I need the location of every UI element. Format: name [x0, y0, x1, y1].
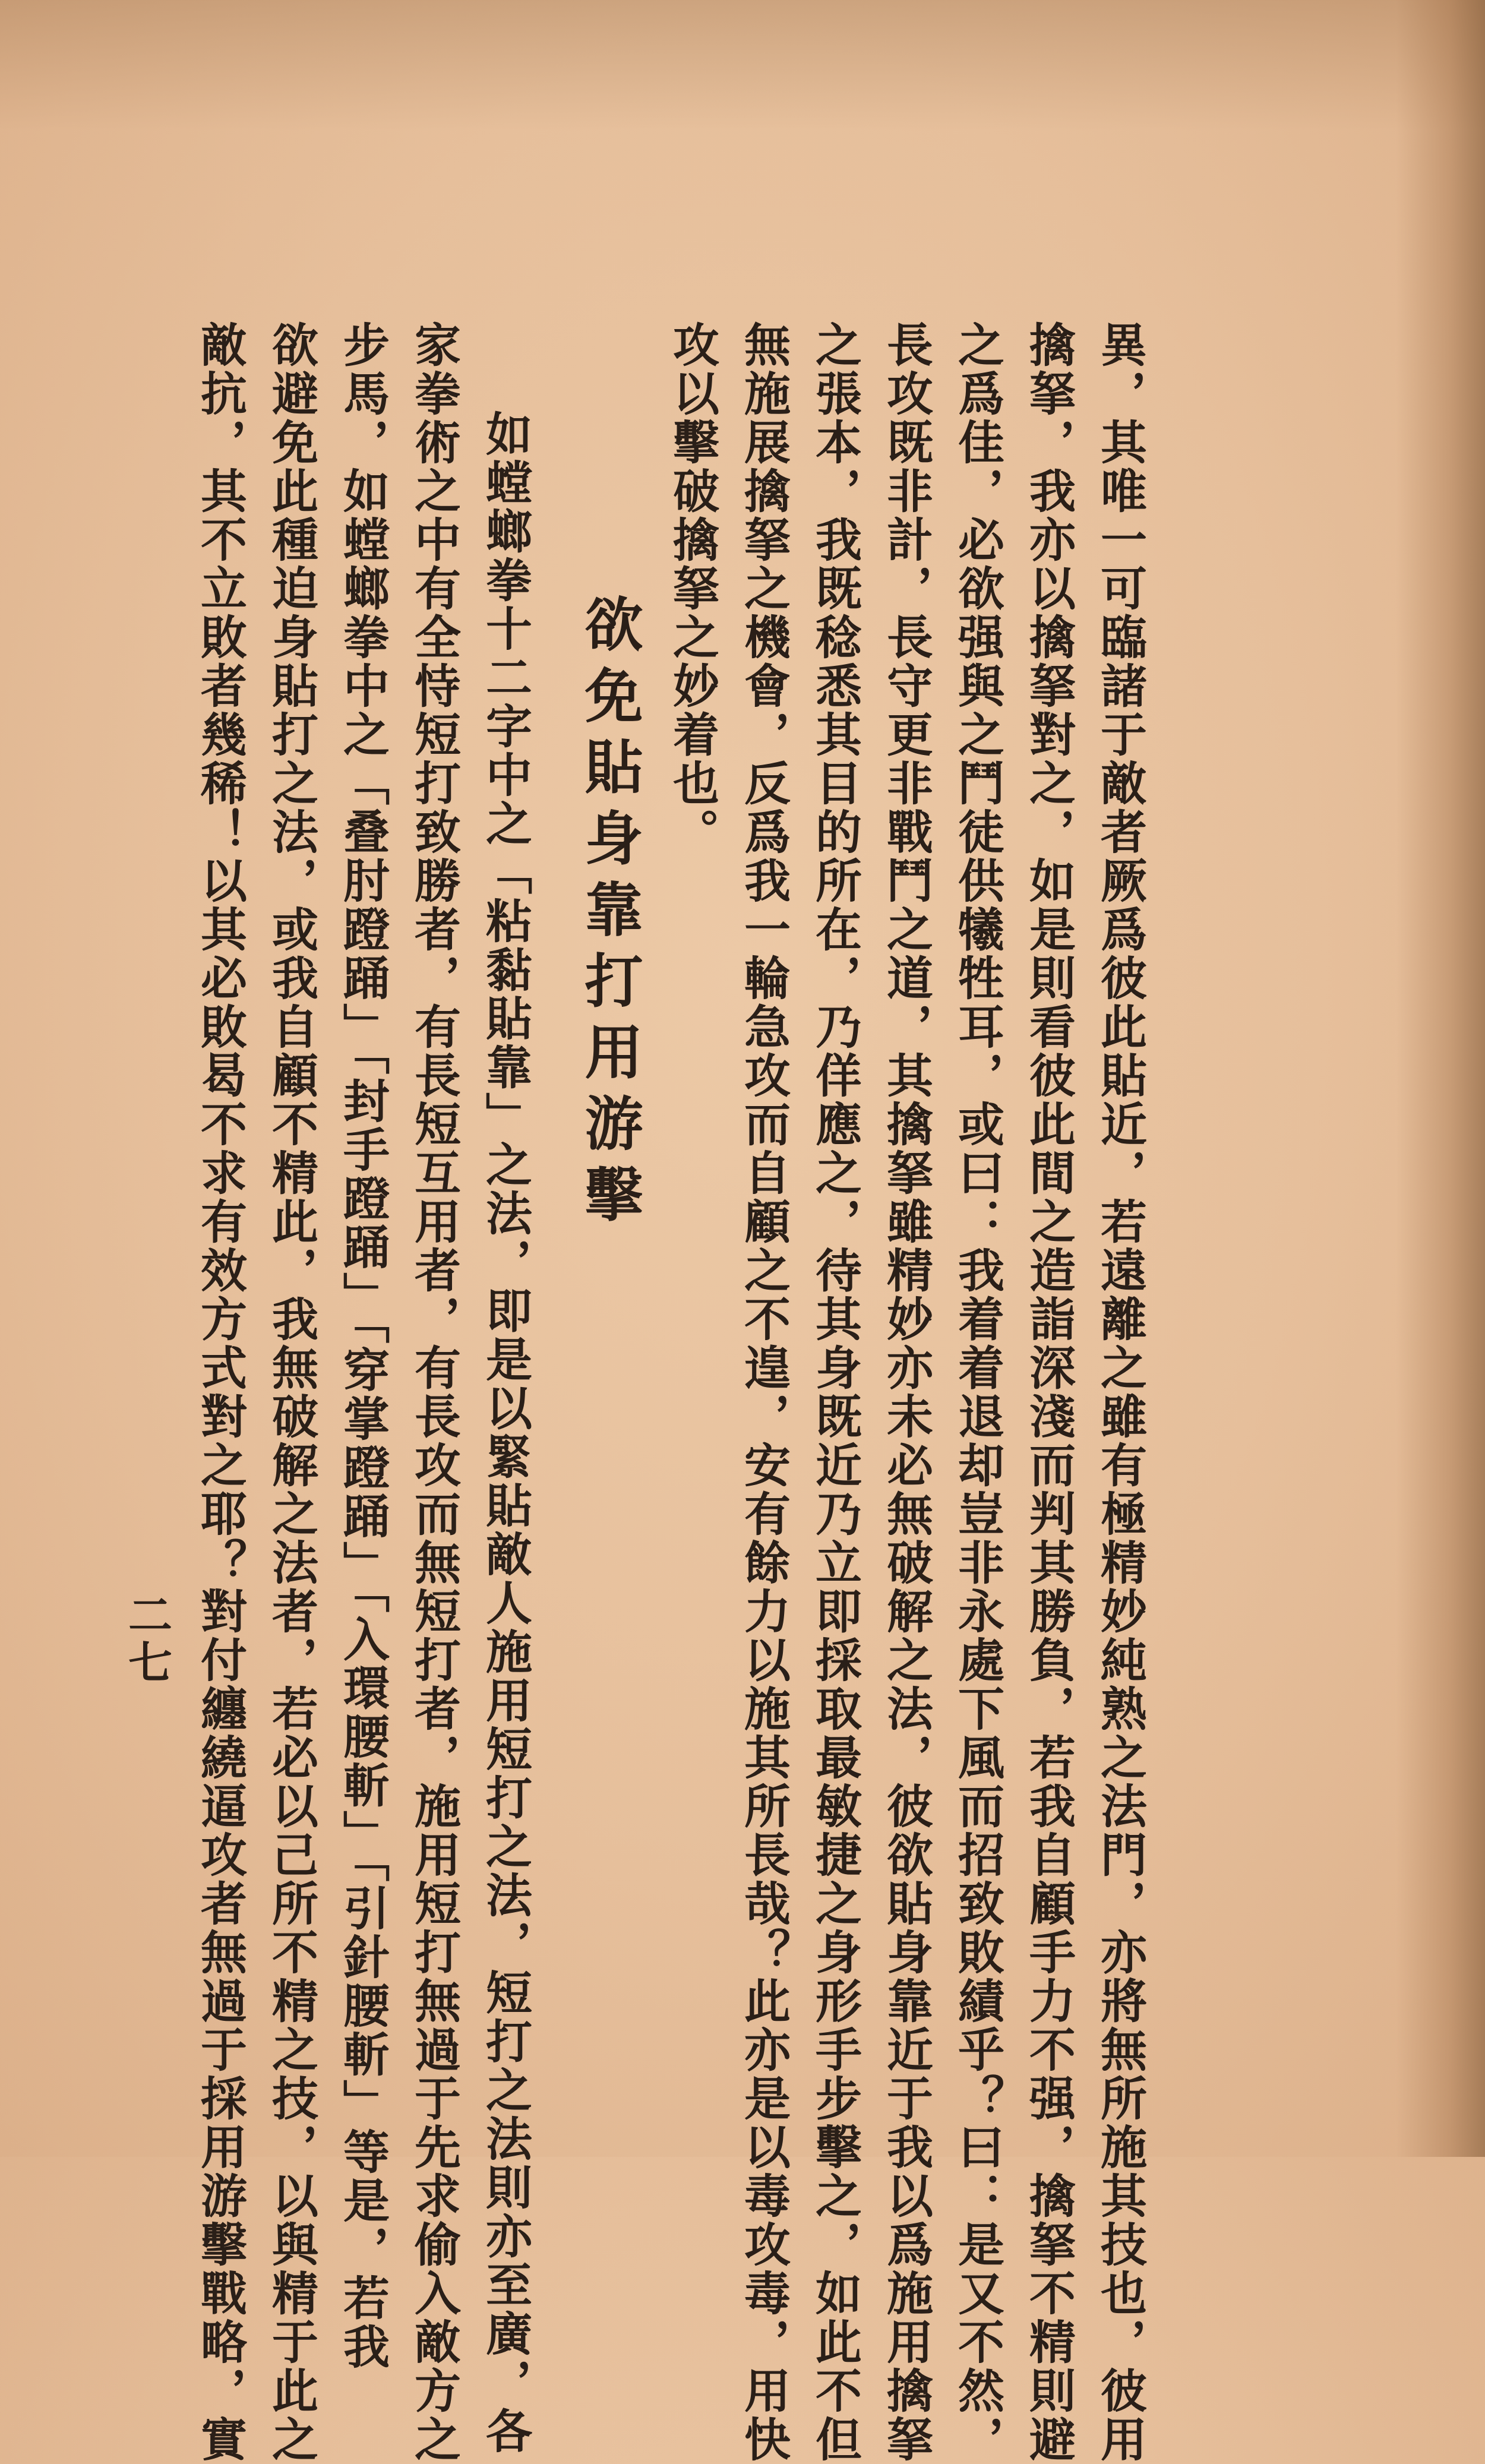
paper-shading-top: [0, 0, 1485, 131]
text-column-s2-5: 敵抗，其不立敗者幾稀！以其必敗曷不求有效方式對之耶？對付纏繞逼攻者無過于採用游擊戰略，實: [193, 321, 247, 2464]
text-column-s1-6: 無施展擒拏之機會，反爲我一輪急攻而自顧之不遑，安有餘力以施其所長哉？此亦是以毒攻毒，用快: [737, 321, 791, 2464]
paper-edge-shading: [1396, 0, 1485, 2157]
text-column-s2-3: 步馬，如螳螂拳中之「叠肘蹬踊」「封手蹬踊」「穿掌蹬踊」「入環腰斬」「引針腰斬」等是，若我: [336, 321, 390, 2371]
text-column-s1-2: 擒拏，我亦以擒拏對之，如是則看彼此間之造詣深淺而判其勝負，若我自顧手力不强，擒拏不精則避: [1022, 321, 1076, 2464]
text-column-s1-7: 攻以擊破擒拏之妙着也。: [665, 321, 719, 857]
text-column-s1-1: 異，其唯一可臨諸于敵者厥爲彼此貼近，若遠離之雖有極精妙純熟之法門，亦將無所施其技也，彼用: [1093, 321, 1147, 2464]
text-column-s2-1: 如螳螂拳十二字中之「粘黏貼靠」之法，即是以緊貼敵人施用短打之法，短打之法則亦至廣，各: [478, 410, 532, 2456]
text-column-s1-5: 之張本，我既稔悉其目的所在，乃佯應之，待其身既近乃立即採取最敏捷之身形手步擊之，如此不但: [808, 321, 862, 2464]
text-column-s1-3: 之爲佳，必欲强與之鬥徒供犧牲耳，或曰：我着着退却豈非永處下風而招致敗績乎？曰：是又不然，: [950, 321, 1004, 2464]
text-column-s1-4: 長攻既非計，長守更非戰鬥之道，其擒拏雖精妙亦未必無破解之法，彼欲貼身靠近于我以爲施用擒拏: [879, 321, 933, 2464]
page-number: 二七: [121, 1592, 172, 1687]
text-column-s2-2: 家拳術之中有全恃短打致勝者，有長短互用者，有長攻而無短打者，施用短打無過于先求偷入敵方之: [407, 321, 461, 2464]
section-heading: 欲免貼身靠打用游擊: [575, 594, 643, 1236]
text-column-s2-4: 欲避免此種迫身貼打之法，或我自顧不精此，我無破解之法者，若必以己所不精之技，以與精于此之: [264, 321, 318, 2464]
